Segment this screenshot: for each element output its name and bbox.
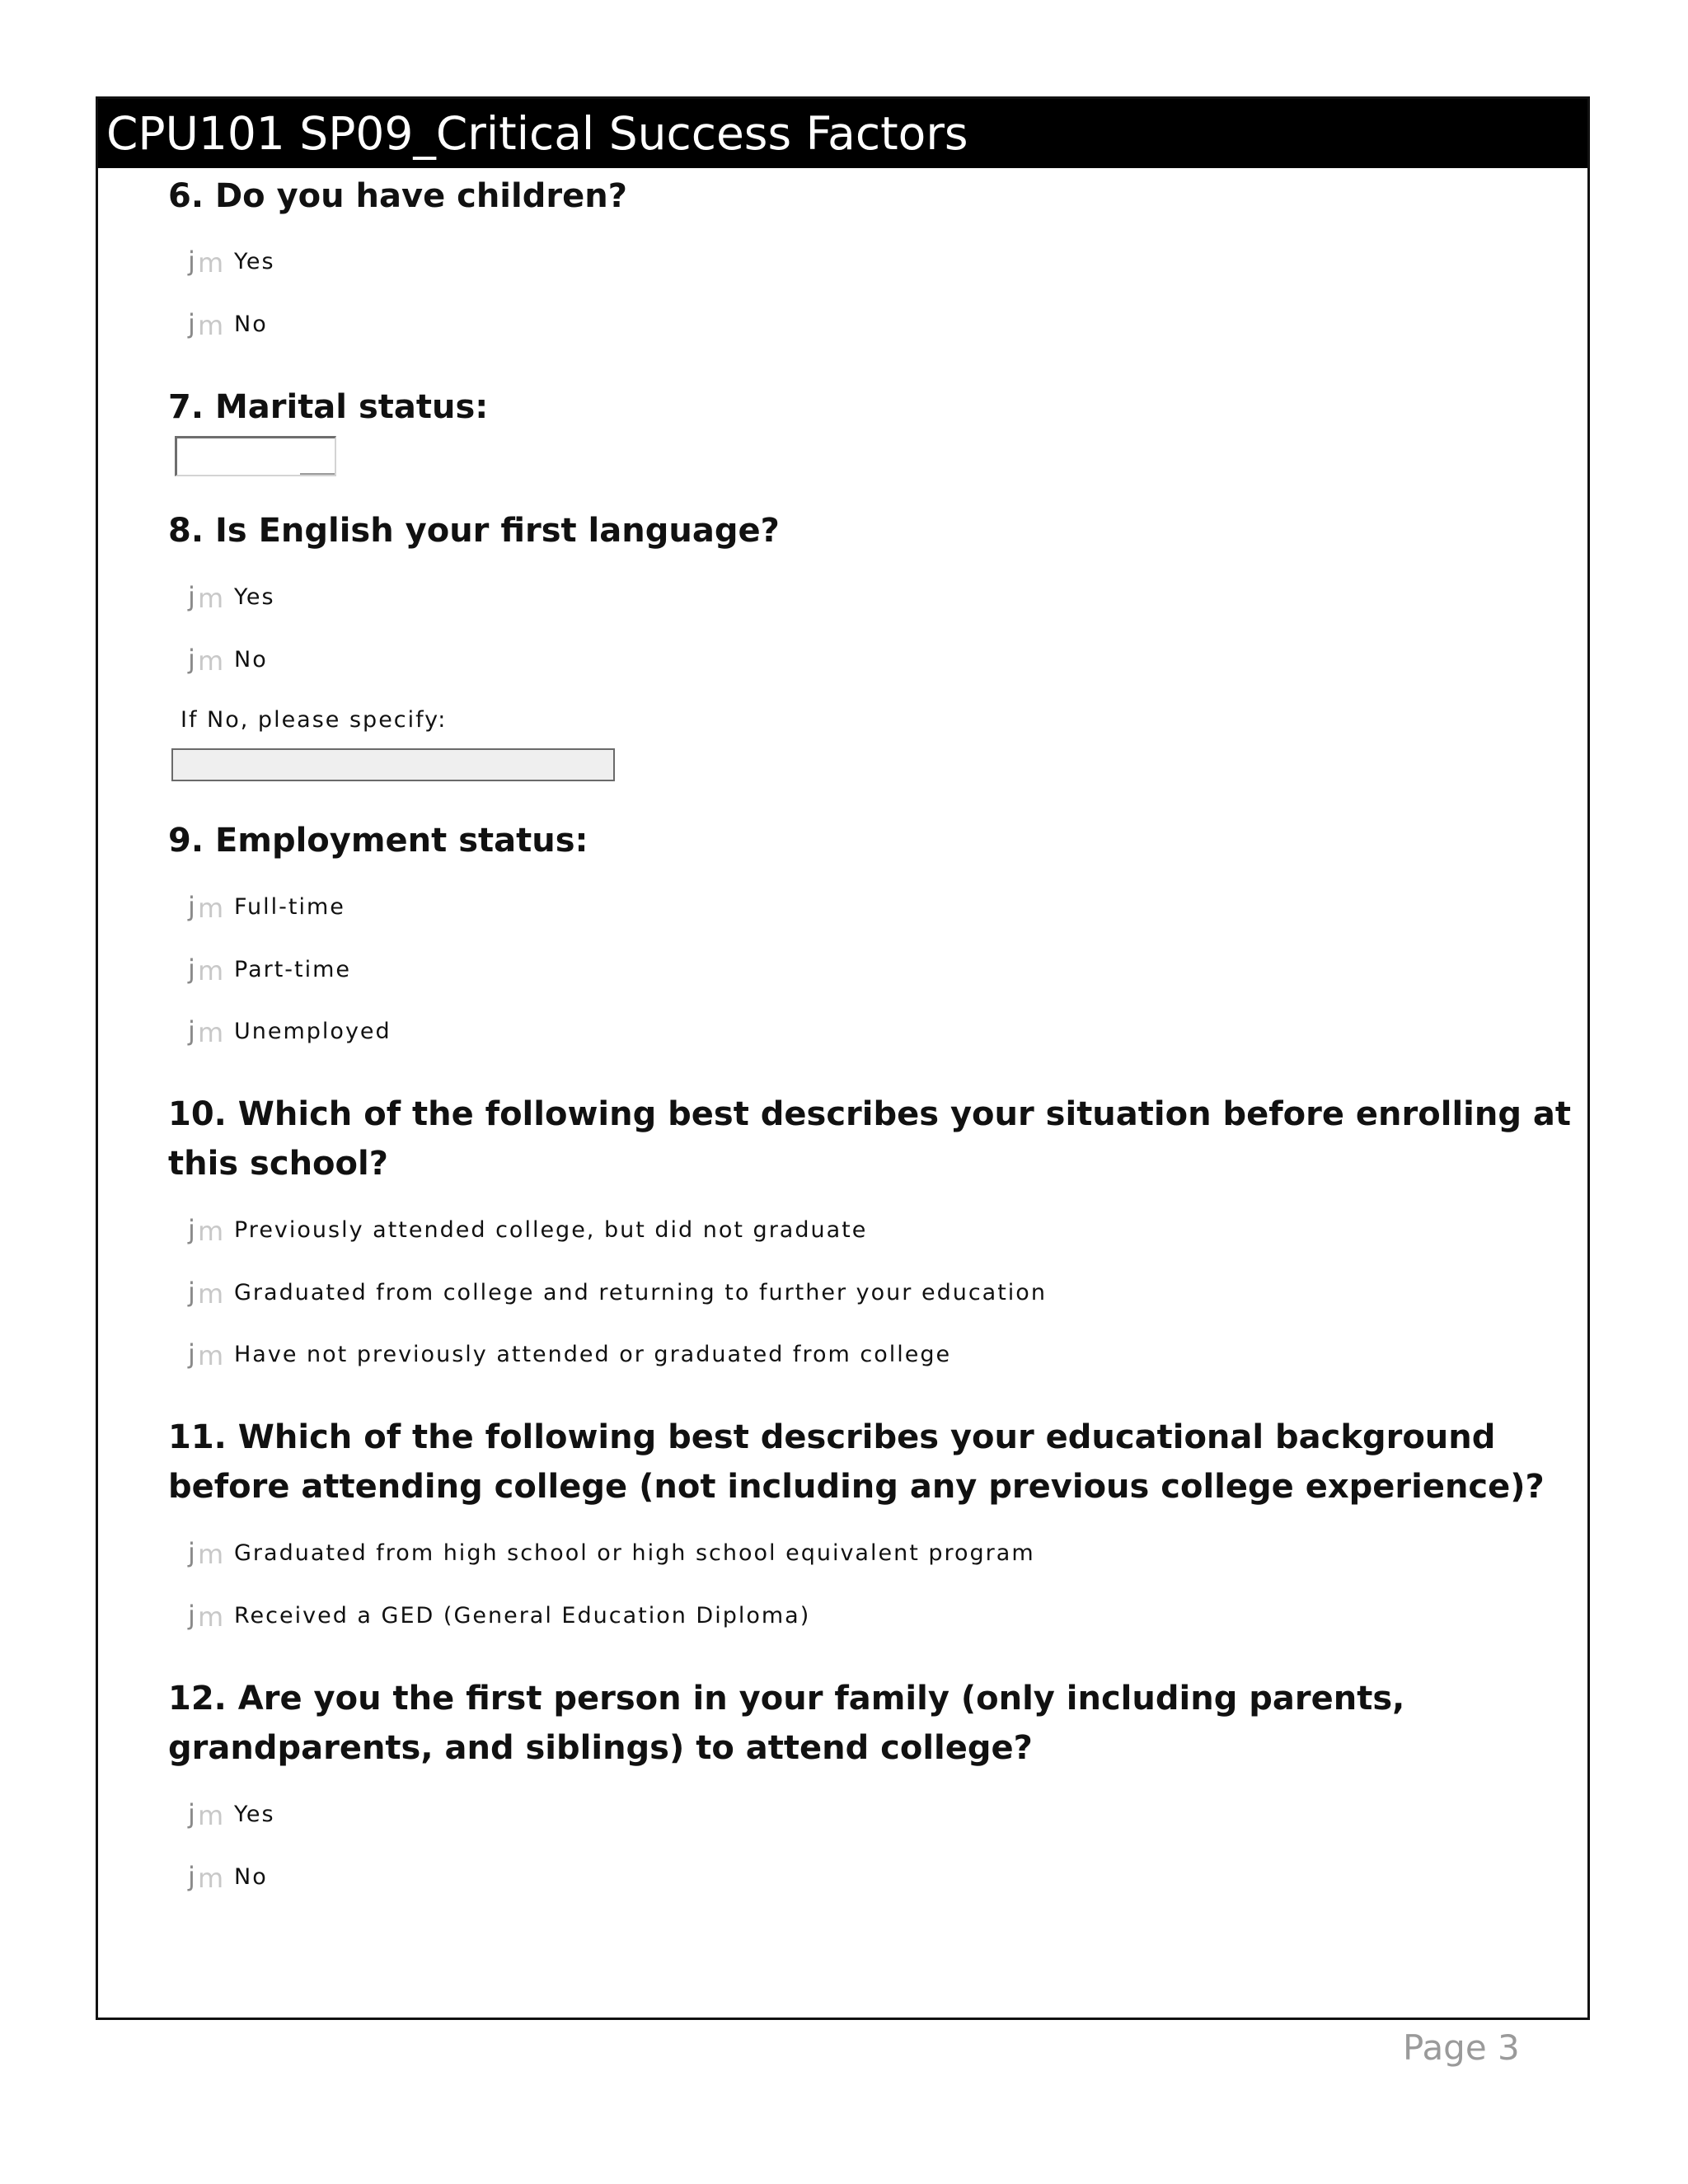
radio-button-icon[interactable]: j m — [188, 1277, 224, 1310]
option-label: Graduated from high school or high school equivalent program — [234, 1540, 1035, 1566]
question-9-title: 9. Employment status: — [168, 822, 588, 860]
q8-option-yes[interactable] — [186, 576, 275, 617]
question-11-title-line2: before attending college (not including any previous college experience)? — [168, 1468, 1545, 1506]
q12-option-yes[interactable] — [186, 1793, 275, 1835]
q9-option-part-time[interactable] — [186, 949, 351, 990]
question-12-title-line1: 12. Are you the first person in your family (only including parents, — [168, 1680, 1405, 1718]
radio-button-icon[interactable]: j m — [188, 891, 224, 924]
radio-button-icon[interactable]: j m — [188, 581, 224, 614]
option-label: Received a GED (General Education Diploma) — [234, 1602, 811, 1629]
radio-button-icon[interactable]: j m — [188, 1338, 224, 1371]
option-label: Yes — [234, 583, 275, 610]
option-label: Part-time — [234, 956, 352, 982]
page-number: Page 3 — [1403, 2027, 1520, 2068]
radio-button-icon[interactable]: j m — [188, 1537, 224, 1570]
question-8-title: 8. Is English your first language? — [168, 512, 780, 550]
radio-button-icon[interactable]: j m — [188, 1798, 224, 1831]
option-label: Yes — [234, 1801, 275, 1827]
option-label: Full-time — [234, 893, 345, 920]
radio-button-icon[interactable]: j m — [188, 308, 224, 341]
marital-status-select[interactable] — [175, 436, 336, 476]
question-10-title-line1: 10. Which of the following best describes your situation before enrolling at — [168, 1095, 1572, 1133]
q6-option-yes[interactable] — [186, 241, 275, 282]
select-shade — [300, 473, 335, 475]
q9-option-full-time[interactable] — [186, 886, 345, 927]
radio-button-icon[interactable]: j m — [188, 1214, 224, 1247]
q10-option-3[interactable] — [186, 1333, 951, 1375]
option-label: Previously attended college, but did not graduate — [234, 1216, 868, 1243]
q6-option-no[interactable] — [186, 303, 268, 344]
specify-language-input[interactable] — [171, 748, 615, 781]
q9-option-unemployed[interactable] — [186, 1010, 392, 1052]
q11-option-1[interactable] — [186, 1532, 1035, 1573]
option-label: Have not previously attended or graduated from college — [234, 1341, 952, 1367]
q8-option-no[interactable] — [186, 639, 268, 680]
option-label: No — [234, 311, 268, 337]
question-6-title: 6. Do you have children? — [168, 177, 627, 215]
option-label: Graduated from college and returning to further your education — [234, 1279, 1047, 1305]
option-label: No — [234, 646, 268, 673]
survey-title-bar — [98, 99, 1587, 168]
specify-label: If No, please specify: — [181, 707, 448, 733]
survey-title: CPU101 SP09_Critical Success Factors — [106, 107, 968, 160]
question-10-title-line2: this school? — [168, 1145, 388, 1183]
q10-option-2[interactable] — [186, 1272, 1047, 1313]
option-label: Yes — [234, 248, 275, 274]
question-7-title: 7. Marital status: — [168, 388, 489, 426]
option-label: Unemployed — [234, 1018, 392, 1044]
radio-button-icon[interactable]: j m — [188, 246, 224, 279]
radio-button-icon[interactable]: j m — [188, 1015, 224, 1048]
radio-button-icon[interactable]: j m — [188, 644, 224, 677]
radio-button-icon[interactable]: j m — [188, 1861, 224, 1894]
question-11-title-line1: 11. Which of the following best describes your educational background — [168, 1418, 1496, 1456]
q11-option-2[interactable] — [186, 1595, 810, 1636]
q12-option-no[interactable] — [186, 1856, 268, 1897]
option-label: No — [234, 1863, 268, 1890]
radio-button-icon[interactable]: j m — [188, 1600, 224, 1633]
radio-button-icon[interactable]: j m — [188, 954, 224, 987]
question-12-title-line2: grandparents, and siblings) to attend college? — [168, 1729, 1033, 1767]
q10-option-1[interactable] — [186, 1209, 867, 1250]
